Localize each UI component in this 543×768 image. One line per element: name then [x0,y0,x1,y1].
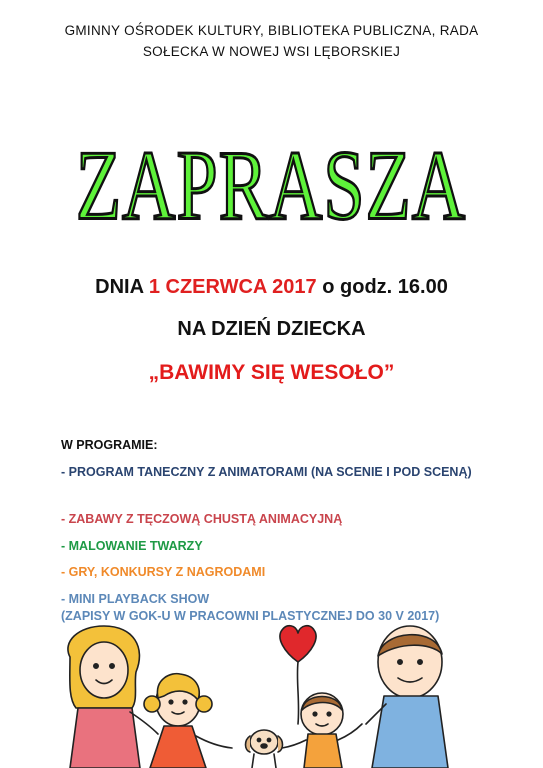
event-slogan: „BAWIMY SIĘ WESOŁO” [148,361,395,384]
family-illustration [0,612,543,768]
program-item-rainbow-parachute: - ZABAWY Z TĘCZOWĄ CHUSTĄ ANIMACYJNĄ [61,512,343,526]
organizer-line-2: SOŁECKA W NOWEJ WSI LĘBORSKIEJ [142,44,401,59]
program-item-playback-title: - MINI PLAYBACK SHOW [61,592,210,606]
mother-figure [68,626,158,768]
program-item-face-painting: - MALOWANIE TWARZY [61,539,203,553]
girl-figure [144,674,232,768]
event-date: 1 CZERWCA 2017 [148,276,317,298]
dog-figure [246,730,283,768]
program-item-playback-note: (ZAPISY W GOK-U W PRACOWNI PLASTYCZNEJ DO 30 V 2017) [61,609,440,623]
event-date-line [0,276,543,299]
organizer-line-1: GMINNY OŚRODEK KULTURY, BIBLIOTEKA PUBLICZNA, RADA [64,23,479,38]
organizer-header [0,20,543,62]
event-title: NA DZIEŃ DZIECKA [177,318,366,340]
event-time: o godz. 16.00 [316,276,448,298]
headline-text: ZAPRASZA [75,130,467,235]
program-heading: W PROGRAMIE: [61,438,158,452]
boy-figure [282,693,362,768]
program-item-games: - GRY, KONKURSY Z NAGRODAMI [61,565,266,579]
program-item-dance: - PROGRAM TANECZNY Z ANIMATORAMI (NA SCENIE I POD SCENĄ) [61,465,472,479]
date-prefix: DNIA [95,276,149,298]
headline-zaprasza [0,105,543,235]
father-figure [366,626,448,768]
